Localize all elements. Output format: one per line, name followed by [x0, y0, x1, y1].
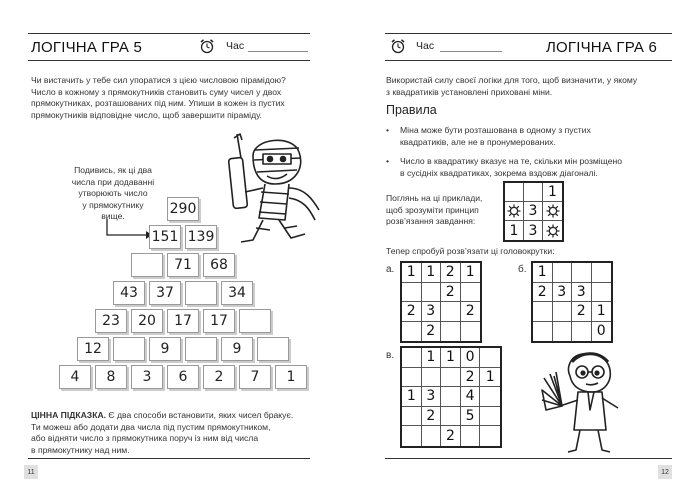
- pyramid-cell: 1: [275, 365, 307, 389]
- left-time-input-line[interactable]: [248, 51, 308, 52]
- grid-empty-cell[interactable]: [402, 368, 422, 388]
- grid-number-cell: 1: [402, 263, 422, 283]
- right-intro-line: з квадратиків установлені приховані міни.: [386, 86, 553, 97]
- grid-empty-cell[interactable]: [461, 426, 481, 446]
- pyramid-cell: 9: [221, 337, 253, 361]
- right-intro-line: Використай силу своєї логіки для того, щоб визначити, у якому: [386, 75, 638, 85]
- grid-number-cell: 1: [592, 302, 612, 322]
- grid-empty-cell[interactable]: [402, 322, 422, 342]
- grid-number-cell: 2: [441, 263, 461, 283]
- pyramid-cell: 37: [149, 281, 181, 305]
- grid-number-cell: 1: [505, 221, 524, 240]
- mine-icon: [543, 221, 562, 240]
- grid-empty-cell[interactable]: [441, 387, 461, 407]
- grid-empty-cell[interactable]: [402, 407, 422, 427]
- hint-line: Подивись, як ці два: [74, 165, 152, 175]
- rule-item: • Число в квадратику вказує на те, скільки мін розміщено в сусідніх квадратиках, зокрема вздовж діагоналі.: [386, 156, 622, 178]
- pyramid-empty-cell[interactable]: [113, 337, 145, 361]
- hint-line: у прямокутнику: [82, 199, 144, 210]
- pyramid-cell: 290: [167, 197, 199, 221]
- grid-empty-cell[interactable]: [572, 322, 592, 342]
- grid-empty-cell[interactable]: [524, 183, 543, 202]
- grid-empty-cell[interactable]: [441, 407, 461, 427]
- right-page-number: 12: [658, 465, 672, 479]
- grid-empty-cell[interactable]: [592, 263, 612, 283]
- puzzle-c-grid[interactable]: [400, 346, 502, 448]
- pyramid-cell: 12: [77, 337, 109, 361]
- grid-number-cell: 2: [461, 368, 481, 388]
- grid-empty-cell[interactable]: [505, 183, 524, 202]
- grid-number-cell: 0: [461, 348, 481, 368]
- left-intro-line: прямокутників відповідне число, щоб завершити піраміду.: [31, 109, 262, 120]
- pyramid-empty-cell[interactable]: [185, 281, 217, 305]
- pyramid-hint-callout: [58, 165, 168, 223]
- rule-item: • Міна може бути розташована в одному з пустих квадратиків, але не в пронумерованих.: [386, 125, 591, 147]
- pyramid-cell: 34: [221, 281, 253, 305]
- grid-number-cell: 1: [480, 368, 500, 388]
- tip-line: Є два способи встановити, яких чисел бракує.: [106, 410, 294, 420]
- grid-empty-cell[interactable]: [592, 283, 612, 303]
- left-intro-line: прямокутниках, розташованих під ним. Упиши в кожен із пустих: [31, 98, 285, 109]
- pyramid-cell: 6: [167, 365, 199, 389]
- right-intro-text: [386, 75, 671, 98]
- pyramid-cell: 17: [167, 309, 199, 333]
- grid-number-cell: 3: [524, 202, 543, 221]
- pyramid-cell: 4: [59, 365, 91, 389]
- grid-empty-cell[interactable]: [533, 302, 553, 322]
- pyramid-cell: 2: [203, 365, 235, 389]
- tip-line: Ти можеш або додати два числа під пустим прямокутником,: [31, 421, 271, 432]
- grid-number-cell: 3: [422, 302, 442, 322]
- left-page-title: ЛОГІЧНА ГРА 5: [31, 39, 143, 56]
- try-text: Тепер спробуй розв’язати ці головокрутки:: [386, 246, 555, 256]
- rules-heading: Правила: [386, 103, 437, 117]
- grid-number-cell: 2: [441, 426, 461, 446]
- grid-empty-cell[interactable]: [480, 407, 500, 427]
- pyramid-cell: 17: [203, 309, 235, 333]
- pyramid-cell: 7: [239, 365, 271, 389]
- grid-empty-cell[interactable]: [461, 322, 481, 342]
- grid-empty-cell[interactable]: [553, 263, 573, 283]
- right-bottom-rule: [385, 458, 672, 459]
- alarm-clock-icon: [390, 38, 406, 54]
- right-title-rule: [385, 60, 672, 61]
- grid-empty-cell[interactable]: [553, 302, 573, 322]
- grid-number-cell: 2: [572, 302, 592, 322]
- pyramid-cell: 23: [95, 309, 127, 333]
- pyramid-cell: 3: [131, 365, 163, 389]
- boy-with-cards-illustration: [540, 350, 655, 455]
- grid-number-cell: 1: [441, 348, 461, 368]
- grid-empty-cell[interactable]: [480, 426, 500, 446]
- grid-number-cell: 0: [596, 323, 606, 340]
- left-tip: [31, 410, 321, 456]
- grid-number-cell: 2: [441, 283, 461, 303]
- hint-line: вище.: [101, 211, 125, 222]
- grid-number-cell: 1: [422, 348, 442, 368]
- puzzle-a-grid[interactable]: [400, 261, 482, 343]
- left-intro-text: [31, 75, 316, 121]
- grid-number-cell: 2: [422, 407, 442, 427]
- grid-empty-cell[interactable]: [402, 426, 422, 446]
- hint-arrow-icon: [104, 218, 154, 240]
- left-intro-line: Чи вистачить у тебе сил упоратися з цією числовою пірамідою?: [31, 75, 286, 85]
- pyramid-cell: 9: [149, 337, 181, 361]
- puzzle-a-label: а.: [386, 264, 395, 275]
- grid-number-cell: 1: [533, 263, 553, 283]
- grid-number-cell: 2: [422, 322, 442, 342]
- grid-empty-cell[interactable]: [422, 283, 442, 303]
- grid-number-cell: 2: [533, 283, 553, 303]
- mine-icon: [505, 202, 524, 221]
- grid-empty-cell[interactable]: [402, 283, 422, 303]
- pyramid-cell: 8: [95, 365, 127, 389]
- grid-empty-cell[interactable]: [441, 368, 461, 388]
- grid-empty-cell[interactable]: [402, 348, 422, 368]
- right-time-input-line[interactable]: [440, 51, 502, 52]
- grid-number-cell: 3: [553, 283, 573, 303]
- hint-line: утворюють число: [78, 188, 148, 199]
- example-text: Поглянь на ці приклади, щоб зрозуміти принцип розв’язання завдання:: [386, 193, 483, 227]
- mummy-illustration: [215, 128, 325, 253]
- pyramid-cell: 151: [149, 225, 181, 249]
- rules-list: [386, 125, 671, 179]
- pyramid-cell: 139: [185, 225, 217, 249]
- grid-empty-cell[interactable]: [441, 322, 461, 342]
- grid-number-cell: 1: [422, 263, 442, 283]
- left-top-rule: [28, 33, 310, 34]
- grid-empty-cell[interactable]: [422, 426, 442, 446]
- grid-empty-cell[interactable]: [533, 322, 553, 342]
- right-top-rule: [385, 33, 672, 34]
- grid-empty-cell[interactable]: [461, 283, 481, 303]
- hint-line: числа при додаванні: [71, 176, 155, 187]
- left-intro-line: Число в кожному з прямокутників становить суму чисел у двох: [31, 86, 282, 97]
- left-title-rule: [28, 60, 310, 61]
- pyramid-cell: 20: [131, 309, 163, 333]
- left-page-number: 11: [24, 465, 38, 479]
- grid-number-cell: 5: [461, 407, 481, 427]
- pyramid-empty-cell[interactable]: [185, 337, 217, 361]
- grid-empty-cell[interactable]: [480, 348, 500, 368]
- pyramid-empty-cell[interactable]: [131, 253, 163, 277]
- grid-empty-cell[interactable]: [441, 302, 461, 322]
- grid-number-cell: 3: [572, 283, 592, 303]
- grid-empty-cell[interactable]: [553, 322, 573, 342]
- right-time-label: Час: [416, 40, 435, 52]
- tip-line: в прямокутнику над ним.: [31, 444, 130, 455]
- left-bottom-rule: [28, 458, 310, 459]
- grid-number-cell: 1: [461, 263, 481, 283]
- grid-number-cell: 2: [402, 302, 422, 322]
- grid-empty-cell[interactable]: [422, 368, 442, 388]
- tip-label: ЦІННА ПІДКАЗКА.: [31, 410, 107, 420]
- pyramid-cell: 68: [203, 253, 235, 277]
- grid-number-cell: 2: [461, 302, 481, 322]
- pyramid-cell: 43: [113, 281, 145, 305]
- mine-icon: [543, 202, 562, 221]
- pyramid-cell: 71: [167, 253, 199, 277]
- right-page-title: ЛОГІЧНА ГРА 6: [546, 39, 658, 56]
- grid-empty-cell[interactable]: [572, 263, 592, 283]
- pyramid-empty-cell[interactable]: [239, 309, 271, 333]
- puzzle-b-label: б.: [518, 264, 527, 275]
- grid-number-cell: 3: [524, 221, 543, 240]
- grid-number-cell: 1: [402, 387, 422, 407]
- example-grid: [503, 181, 564, 242]
- grid-number-cell: 1: [543, 183, 562, 202]
- left-time-label: Час: [226, 40, 245, 52]
- grid-number-cell: 4: [461, 387, 481, 407]
- puzzle-b-grid[interactable]: [531, 261, 613, 343]
- grid-number-cell: 3: [422, 387, 442, 407]
- grid-empty-cell[interactable]: [480, 387, 500, 407]
- alarm-clock-icon: [199, 38, 215, 54]
- puzzle-c-label: в.: [386, 350, 395, 361]
- tip-line: або відняти число з прямокутника поруч із ним від числа: [31, 433, 259, 444]
- pyramid-empty-cell[interactable]: [257, 337, 289, 361]
